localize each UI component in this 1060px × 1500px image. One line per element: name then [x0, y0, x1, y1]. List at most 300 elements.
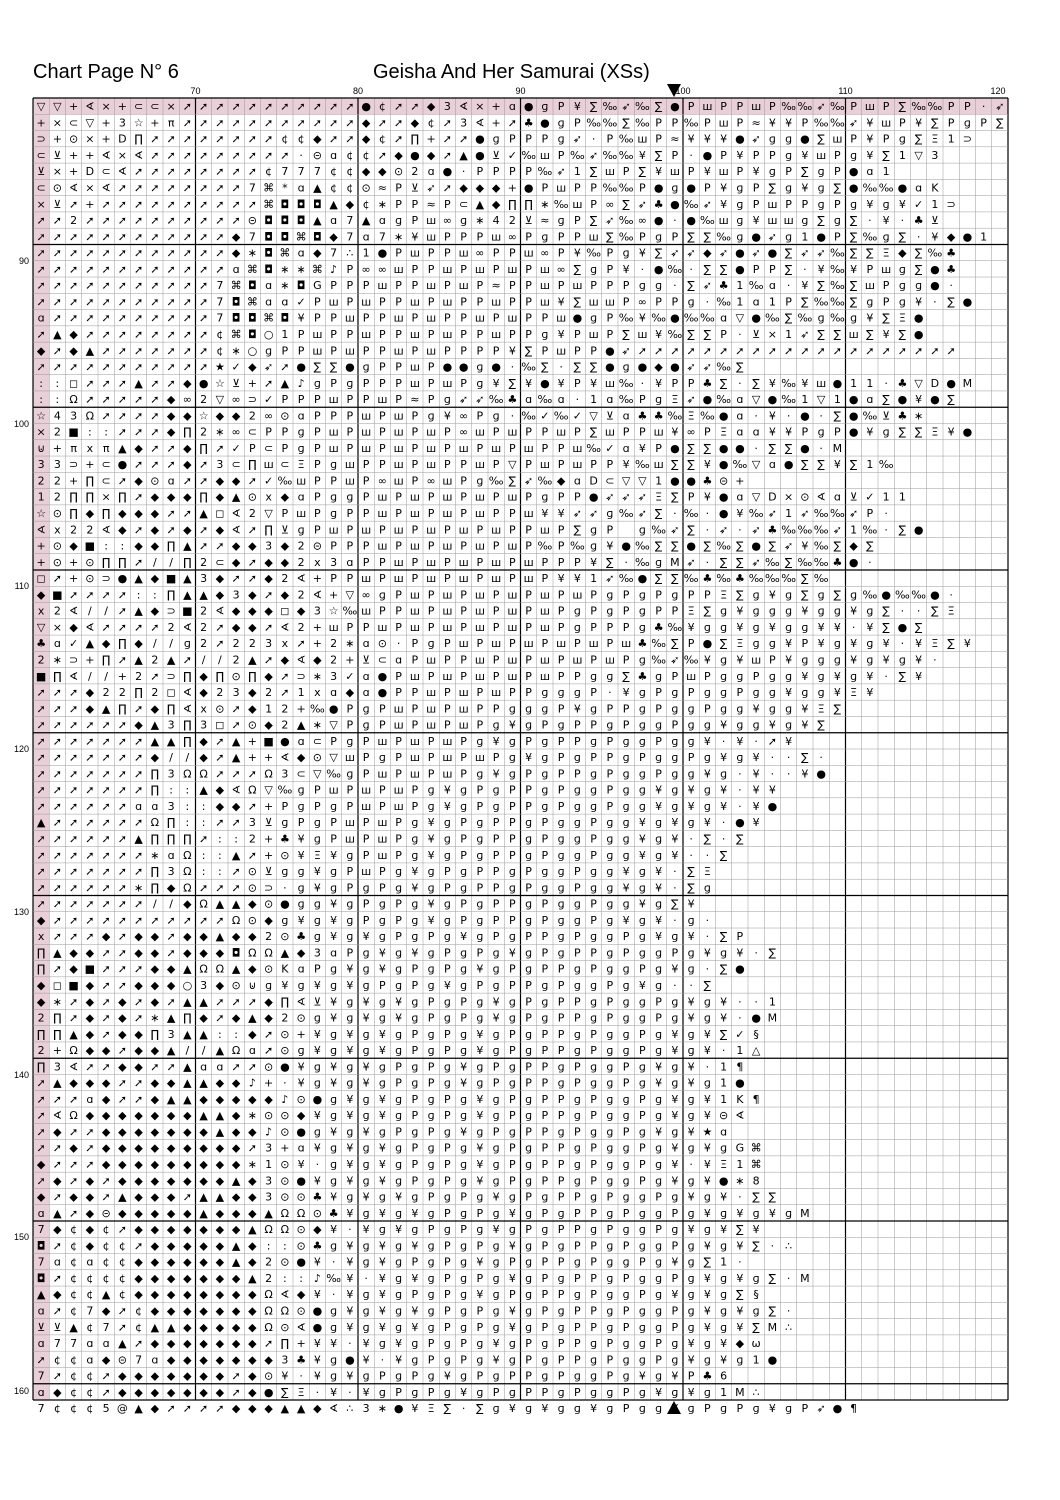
stitch-symbol: ∢ — [280, 620, 290, 634]
stitch-symbol: ɡ — [508, 702, 516, 716]
stitch-symbol: ∢ — [101, 523, 111, 537]
stitch-symbol: ➚ — [117, 181, 127, 195]
stitch-symbol: ◘ — [296, 279, 306, 293]
stitch-symbol: ¥ — [395, 1337, 403, 1351]
stitch-symbol: ш — [588, 230, 599, 244]
stitch-symbol: 2 — [232, 653, 240, 667]
stitch-symbol: ⊙ — [52, 181, 62, 195]
stitch-symbol: P — [362, 734, 370, 748]
stitch-symbol: ɡ — [606, 1060, 614, 1074]
stitch-symbol: ш — [393, 799, 404, 813]
stitch-symbol: ∑ — [687, 865, 695, 879]
stitch-symbol: ‰ — [716, 360, 732, 374]
stitch-symbol: ɡ — [785, 1206, 793, 1220]
stitch-symbol: ◆ — [150, 539, 160, 553]
stitch-symbol: ◆ — [150, 1223, 160, 1237]
stitch-symbol: ш — [539, 458, 550, 472]
stitch-symbol: ◆ — [150, 1125, 160, 1139]
stitch-symbol: ɡ — [638, 1385, 646, 1399]
stitch-symbol: ● — [848, 425, 859, 439]
stitch-symbol: ➚ — [134, 1011, 144, 1025]
stitch-symbol: ¥ — [801, 669, 809, 683]
stitch-symbol: ¥ — [378, 1320, 386, 1334]
stitch-symbol: ɡ — [590, 799, 598, 813]
stitch-symbol: ¥ — [330, 1125, 338, 1139]
stitch-symbol: 3 — [167, 865, 175, 879]
stitch-symbol: · — [705, 930, 710, 944]
stitch-symbol: P — [671, 1271, 679, 1285]
stitch-symbol: ➚ — [215, 1402, 225, 1416]
stitch-symbol: P — [444, 1271, 451, 1285]
stitch-symbol: ◆ — [231, 1206, 241, 1220]
stitch-symbol: ¥ — [768, 620, 776, 634]
stitch-symbol: ɡ — [411, 913, 419, 927]
stitch-symbol: ш — [572, 458, 583, 472]
stitch-symbol: P — [476, 1239, 484, 1253]
stitch-symbol: ☆ — [328, 604, 339, 618]
stitch-symbol: · — [981, 100, 986, 114]
stitch-symbol: ɡ — [378, 1060, 386, 1074]
stitch-symbol: P — [655, 588, 662, 602]
stitch-symbol: ➚ — [134, 702, 144, 716]
stitch-symbol: ➚ — [247, 572, 257, 586]
stitch-symbol: ш — [523, 507, 534, 521]
stitch-symbol: ¥ — [655, 881, 663, 895]
stitch-symbol: ● — [702, 148, 713, 162]
stitch-symbol: ∑ — [719, 262, 728, 276]
stitch-symbol: ¥ — [443, 799, 451, 813]
stitch-symbol: / — [153, 637, 157, 651]
stitch-symbol: ш — [312, 327, 323, 341]
stitch-symbol: ɡ — [541, 865, 549, 879]
stitch-symbol: / — [104, 669, 108, 683]
stitch-symbol: ◆ — [150, 1092, 160, 1106]
stitch-symbol: ¥ — [703, 1027, 711, 1041]
stitch-symbol: ¥ — [346, 1369, 354, 1383]
stitch-symbol: ∑ — [476, 1402, 484, 1416]
stitch-symbol: P — [574, 995, 581, 1009]
stitch-symbol: ➚ — [264, 132, 274, 146]
stitch-symbol: ɡ — [736, 751, 744, 765]
stitch-symbol: ‰ — [862, 181, 878, 195]
stitch-symbol: P — [525, 783, 532, 797]
stitch-symbol: ⊙ — [280, 1027, 290, 1041]
stitch-symbol: ➚ — [231, 572, 241, 586]
stitch-symbol: P — [639, 393, 646, 407]
stitch-symbol: ¥ — [817, 262, 825, 276]
stitch-symbol: P — [622, 295, 630, 309]
stitch-symbol: ∑ — [703, 327, 712, 341]
stitch-symbol: : — [39, 393, 43, 407]
stitch-symbol: P — [492, 425, 500, 439]
stitch-symbol: P — [476, 799, 484, 813]
stitch-symbol: ➚ — [166, 262, 176, 276]
stitch-symbol: ◆ — [101, 1109, 111, 1123]
stitch-symbol: ɡ — [492, 1239, 500, 1253]
stitch-symbol: ➚ — [134, 360, 144, 374]
stitch-symbol: P — [671, 295, 679, 309]
stitch-symbol: P — [541, 1125, 549, 1139]
stitch-symbol: ¥ — [866, 425, 874, 439]
stitch-symbol: ∑ — [736, 360, 744, 374]
stitch-symbol: P — [557, 490, 565, 504]
stitch-symbol: ∢ — [69, 604, 79, 618]
stitch-symbol: ∑ — [801, 295, 809, 309]
stitch-symbol: ¥ — [736, 653, 744, 667]
stitch-symbol: ɡ — [508, 1337, 516, 1351]
stitch-symbol: P — [882, 132, 890, 146]
stitch-symbol: ● — [345, 360, 355, 374]
stitch-symbol: ¥ — [427, 832, 435, 846]
stitch-symbol: ш — [539, 620, 550, 634]
stitch-symbol: ➚ — [215, 100, 225, 114]
stitch-symbol: ➚ — [166, 995, 176, 1009]
stitch-symbol: ∢ — [329, 1402, 339, 1416]
stitch-symbol: ɡ — [655, 848, 663, 862]
stitch-symbol: ɡ — [590, 995, 598, 1009]
stitch-symbol: ∑ — [622, 669, 630, 683]
stitch-symbol: P — [314, 425, 321, 439]
stitch-symbol: ɡ — [622, 1190, 630, 1204]
stitch-symbol: ∑ — [768, 539, 777, 553]
stitch-symbol: P — [606, 702, 614, 716]
stitch-symbol: ∏ — [118, 637, 127, 651]
stitch-symbol: ɡ — [557, 1206, 565, 1220]
stitch-symbol: ¥ — [655, 1125, 663, 1139]
stitch-symbol: ∞ — [426, 474, 436, 488]
stitch-symbol: ▲ — [264, 1206, 273, 1220]
stitch-symbol: ➚ — [280, 686, 290, 700]
stitch-symbol: ∑ — [914, 246, 923, 260]
stitch-symbol: ‰ — [813, 539, 829, 553]
stitch-symbol: ш — [409, 588, 420, 602]
stitch-symbol: ▲ — [183, 1076, 192, 1090]
stitch-symbol: Ω — [150, 816, 160, 830]
stitch-symbol: ∑ — [931, 604, 939, 618]
stitch-symbol: ɡ — [443, 1125, 451, 1139]
stitch-symbol: ɡ — [573, 978, 581, 992]
stitch-symbol: ɡ — [752, 1402, 760, 1416]
stitch-symbol: P — [525, 767, 532, 781]
stitch-symbol: ɡ — [362, 1092, 370, 1106]
stitch-symbol: 2 — [102, 686, 110, 700]
stitch-symbol: ➚ — [150, 165, 160, 179]
stitch-symbol: ш — [442, 751, 453, 765]
stitch-symbol: ɡ — [313, 1060, 321, 1074]
stitch-symbol: ➶ — [589, 148, 599, 162]
stitch-symbol: ɡ — [460, 946, 468, 960]
stitch-symbol: P — [330, 474, 337, 488]
stitch-symbol: ➚ — [117, 734, 127, 748]
stitch-symbol: P — [411, 1141, 419, 1155]
stitch-symbol: ➚ — [199, 132, 209, 146]
stitch-symbol: ◻ — [215, 507, 225, 521]
stitch-symbol: ◆ — [248, 897, 257, 911]
stitch-symbol: ш — [328, 295, 339, 309]
stitch-symbol: ➚ — [52, 262, 62, 276]
stitch-symbol: ɡ — [850, 148, 858, 162]
stitch-symbol: ¥ — [378, 1174, 386, 1188]
stitch-symbol: ш — [458, 686, 469, 700]
stitch-symbol: ¥ — [736, 507, 744, 521]
stitch-symbol: ➚ — [166, 132, 176, 146]
stitch-symbol: ш — [458, 572, 469, 586]
stitch-symbol: ɡ — [508, 767, 516, 781]
stitch-symbol: ‰ — [667, 409, 683, 423]
stitch-symbol: ♣ — [637, 637, 648, 651]
stitch-symbol: ➚ — [442, 132, 452, 146]
stitch-symbol: ш — [442, 669, 453, 683]
stitch-symbol: 2 — [37, 1011, 45, 1025]
stitch-symbol: P — [395, 588, 402, 602]
stitch-symbol: ɡ — [638, 995, 646, 1009]
stitch-symbol: ɑ — [768, 458, 776, 472]
stitch-symbol: P — [752, 262, 760, 276]
stitch-symbol: ♣ — [897, 409, 908, 423]
stitch-symbol: ш — [442, 588, 453, 602]
stitch-symbol: ⊙ — [85, 555, 95, 569]
stitch-symbol: ➚ — [166, 279, 176, 293]
stitch-symbol: ⊝ — [719, 1109, 729, 1123]
stitch-symbol: Ξ — [898, 311, 906, 325]
stitch-symbol: ш — [361, 523, 372, 537]
stitch-symbol: ∑ — [687, 441, 695, 455]
stitch-symbol: ɡ — [606, 897, 614, 911]
stitch-symbol: ɡ — [622, 816, 630, 830]
stitch-symbol: ➚ — [280, 669, 290, 683]
stitch-symbol: ¢ — [86, 1271, 94, 1285]
stitch-symbol: P — [541, 1044, 549, 1058]
stitch-symbol: P — [541, 1109, 549, 1123]
stitch-symbol: ɡ — [525, 1158, 533, 1172]
stitch-symbol: ∗ — [280, 279, 290, 293]
stitch-symbol: ∑ — [882, 311, 890, 325]
stitch-symbol: ¥ — [752, 767, 760, 781]
stitch-symbol: ● — [848, 181, 859, 195]
stitch-symbol: ш — [474, 653, 485, 667]
stitch-symbol: ◆ — [248, 1092, 257, 1106]
stitch-symbol: P — [395, 295, 402, 309]
stitch-symbol: ◆ — [69, 344, 78, 358]
stitch-symbol: ¥ — [330, 930, 338, 944]
stitch-symbol: ¥ — [655, 1385, 663, 1399]
stitch-symbol: P — [509, 783, 516, 797]
stitch-symbol: · — [689, 848, 693, 862]
stitch-symbol: 1 — [720, 1255, 728, 1269]
stitch-symbol: ➚ — [85, 783, 95, 797]
stitch-symbol: ◆ — [150, 490, 160, 504]
stitch-symbol: P — [492, 458, 500, 472]
stitch-symbol: ♣ — [507, 393, 518, 407]
stitch-symbol: P — [444, 458, 451, 472]
stitch-symbol: ● — [962, 230, 973, 244]
stitch-symbol: ➚ — [134, 995, 144, 1009]
stitch-symbol: ¥ — [915, 653, 923, 667]
stitch-symbol: 2 — [86, 523, 94, 537]
stitch-symbol: ∑ — [784, 555, 793, 569]
stitch-symbol: P — [460, 848, 467, 862]
stitch-symbol: ɡ — [313, 832, 321, 846]
stitch-symbol: ◆ — [313, 132, 322, 146]
stitch-symbol: ɡ — [395, 1369, 403, 1383]
stitch-symbol: Ω — [231, 1044, 241, 1058]
stitch-symbol: ➚ — [101, 246, 111, 260]
stitch-symbol: ɡ — [573, 1255, 581, 1269]
stitch-symbol: : — [283, 1239, 287, 1253]
stitch-symbol: ‰ — [277, 474, 293, 488]
stitch-symbol: ɡ — [411, 930, 419, 944]
stitch-symbol: ◆ — [215, 1092, 225, 1106]
stitch-symbol: ⊙ — [247, 881, 257, 895]
stitch-symbol: ◆ — [199, 734, 208, 748]
stitch-symbol: ɡ — [622, 1353, 630, 1367]
stitch-symbol: 2 — [151, 653, 159, 667]
stitch-symbol: ∑ — [849, 214, 858, 228]
stitch-symbol: ◆ — [183, 1141, 192, 1155]
stitch-symbol: ≈ — [670, 132, 680, 146]
stitch-symbol: ➶ — [264, 360, 274, 374]
stitch-symbol: ɡ — [850, 588, 858, 602]
stitch-symbol: P — [427, 360, 435, 374]
stitch-symbol: Ξ — [297, 1385, 305, 1399]
stitch-symbol: ɡ — [606, 1304, 614, 1318]
stitch-symbol: × — [52, 116, 62, 130]
stitch-symbol: 2 — [265, 686, 273, 700]
stitch-symbol: P — [492, 913, 500, 927]
stitch-symbol: P — [541, 816, 549, 830]
stitch-symbol: ɑ — [135, 799, 143, 813]
stitch-symbol: ▲ — [329, 197, 338, 211]
stitch-symbol: ¥ — [785, 116, 793, 130]
stitch-symbol: ∑ — [833, 181, 842, 195]
stitch-symbol: ➶ — [589, 507, 599, 521]
stitch-symbol: ш — [344, 474, 355, 488]
stitch-symbol: ɡ — [525, 1271, 533, 1285]
stitch-symbol: P — [557, 702, 565, 716]
stitch-symbol: ɑ — [736, 409, 744, 423]
stitch-symbol: P — [460, 295, 467, 309]
stitch-symbol: 2 — [70, 214, 78, 228]
stitch-symbol: P — [541, 1076, 549, 1090]
stitch-symbol: ‰ — [618, 148, 634, 162]
stitch-symbol: P — [444, 1109, 451, 1123]
stitch-symbol: P — [606, 620, 614, 634]
stitch-symbol: ɡ — [525, 718, 533, 732]
stitch-symbol: ➚ — [101, 848, 111, 862]
stitch-symbol: ɡ — [720, 604, 728, 618]
stitch-symbol: ¥ — [346, 1109, 354, 1123]
stitch-symbol: Ω — [183, 865, 192, 879]
stitch-symbol: ● — [751, 1011, 761, 1025]
stitch-symbol: P — [525, 132, 532, 146]
stitch-symbol: · — [721, 816, 726, 830]
stitch-symbol: ¥ — [622, 865, 630, 879]
stitch-symbol: 2 — [200, 425, 208, 439]
stitch-symbol: ɡ — [525, 1255, 533, 1269]
stitch-symbol: ∗ — [231, 344, 241, 358]
stitch-symbol: ● — [312, 1092, 323, 1106]
stitch-symbol: ➚ — [182, 913, 192, 927]
stitch-symbol: ➚ — [36, 327, 46, 341]
stitch-symbol: ¥ — [492, 1190, 500, 1204]
stitch-symbol: ɡ — [525, 946, 533, 960]
stitch-symbol: P — [492, 1060, 500, 1074]
stitch-symbol: ◆ — [150, 702, 160, 716]
stitch-symbol: ➚ — [36, 865, 46, 879]
stitch-symbol: ➚ — [166, 523, 176, 537]
stitch-symbol: P — [379, 458, 386, 472]
stitch-symbol: ▲ — [199, 1109, 208, 1123]
stitch-symbol: P — [330, 734, 337, 748]
stitch-symbol: ш — [458, 637, 469, 651]
stitch-symbol: ● — [897, 181, 908, 195]
stitch-symbol: ◆ — [215, 572, 225, 586]
stitch-symbol: ∞ — [182, 393, 192, 407]
stitch-symbol: ɡ — [492, 1092, 500, 1106]
stitch-symbol: ɡ — [622, 1092, 630, 1106]
stitch-symbol: 2 — [265, 1255, 273, 1269]
stitch-symbol: ◆ — [101, 1141, 111, 1155]
stitch-symbol: ∏ — [69, 507, 78, 521]
stitch-symbol: ➚ — [150, 295, 160, 309]
stitch-symbol: P — [492, 588, 500, 602]
stitch-symbol: ⊻ — [605, 409, 614, 423]
stitch-symbol: P — [411, 637, 419, 651]
stitch-symbol: ▲ — [150, 1320, 160, 1334]
stitch-symbol: ➚ — [247, 799, 257, 813]
stitch-symbol: P — [557, 1190, 565, 1204]
stitch-symbol: ɡ — [606, 1255, 614, 1269]
stitch-symbol: ▲ — [166, 653, 176, 667]
stitch-symbol: P — [314, 962, 321, 976]
stitch-symbol: ∴ — [785, 1239, 793, 1253]
stitch-symbol: K — [281, 962, 289, 976]
stitch-symbol: ¢ — [70, 1223, 78, 1237]
stitch-symbol: · — [705, 913, 710, 927]
stitch-symbol: ɡ — [752, 604, 760, 618]
stitch-symbol: ∑ — [882, 393, 890, 407]
stitch-symbol: P — [330, 539, 337, 553]
stitch-symbol: P — [525, 295, 532, 309]
stitch-symbol: P — [574, 1337, 581, 1351]
stitch-symbol: ‰ — [699, 311, 715, 325]
stitch-symbol: ɡ — [720, 702, 728, 716]
stitch-symbol: ¢ — [281, 132, 289, 146]
stitch-symbol: ɡ — [297, 783, 305, 797]
stitch-symbol: ∑ — [671, 572, 679, 586]
stitch-symbol: P — [525, 539, 532, 553]
stitch-symbol: ➚ — [52, 246, 62, 260]
stitch-symbol: ¥ — [330, 1076, 338, 1090]
stitch-symbol: P — [704, 702, 711, 716]
stitch-symbol: ➚ — [36, 767, 46, 781]
stitch-symbol: 7 — [216, 295, 224, 309]
stitch-symbol: P — [525, 799, 532, 813]
stitch-symbol: ∑ — [573, 295, 582, 309]
stitch-symbol: ɑ — [167, 474, 175, 488]
stitch-symbol: K — [736, 1092, 744, 1106]
stitch-symbol: ɡ — [590, 311, 598, 325]
stitch-symbol: ◆ — [85, 1239, 95, 1253]
stitch-symbol: ◆ — [134, 978, 143, 992]
stitch-symbol: ♣ — [296, 1353, 307, 1367]
stitch-symbol: ɡ — [427, 637, 435, 651]
stitch-symbol: ɑ — [768, 279, 776, 293]
stitch-symbol: ◆ — [248, 702, 257, 716]
stitch-symbol: ● — [458, 360, 469, 374]
stitch-symbol: ɡ — [752, 1206, 760, 1220]
stitch-symbol: ◆ — [150, 1174, 160, 1188]
